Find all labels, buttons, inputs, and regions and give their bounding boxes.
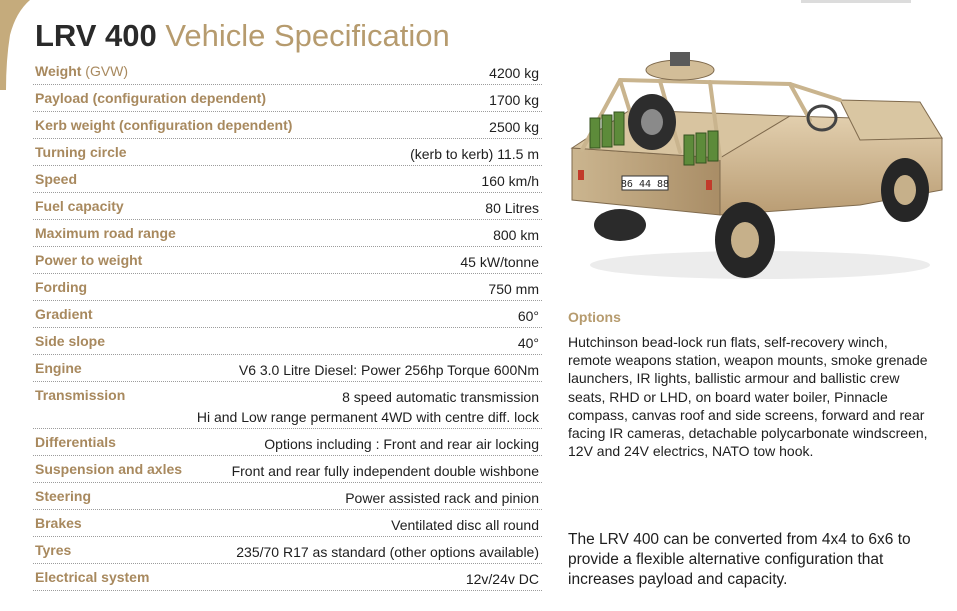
spec-label-text: Steering — [35, 488, 92, 504]
spec-value — [493, 225, 542, 245]
spec-value-line: Front and rear fully independent double wishbone — [231, 463, 539, 479]
spec-value — [489, 90, 542, 110]
spec-row — [33, 193, 542, 220]
spec-label-text: Brakes — [35, 515, 82, 531]
spec-value-line: 2500 kg — [489, 119, 539, 135]
spec-value — [345, 488, 542, 508]
spec-label — [33, 360, 82, 377]
spec-value-line: 1700 kg — [489, 92, 539, 108]
spec-row — [33, 139, 542, 166]
spec-value-line: 160 km/h — [481, 173, 539, 189]
spec-label — [33, 279, 87, 296]
spec-label-text: Transmission — [35, 387, 126, 403]
spec-value-line: 750 mm — [488, 281, 539, 297]
spec-value-line: 80 Litres — [485, 200, 539, 216]
spec-label-text: Engine — [35, 360, 82, 376]
spec-label-text: Gradient — [35, 306, 93, 322]
spec-label-text: Maximum road range — [35, 225, 176, 241]
spec-label-text: Kerb weight (configuration dependent) — [35, 117, 293, 133]
options-heading: Options — [568, 309, 621, 325]
spec-value-line: 800 km — [493, 227, 539, 243]
spec-label-text: Weight — [35, 63, 82, 79]
spec-row — [33, 301, 542, 328]
spec-label — [33, 171, 77, 188]
spec-value-line: Options including : Front and rear air locking — [264, 436, 539, 452]
options-body: Hutchinson bead-lock run flats, self-recovery winch, remote weapons station, weapon mounts, smoke grenade launchers, IR lights, ballistic armour and ballistic crew seats, RHD or LHD, on board water boiler, Pinnacle compass, canvas roof and side screens, forward and rear facing IR cameras, detachable polycarbonate windscreen, 12V and 24V electrics, NATO tow hook. — [568, 334, 928, 460]
header-mark — [801, 0, 911, 3]
spec-value — [232, 461, 542, 481]
plate-text: 86 44 88 — [620, 179, 670, 190]
title-model: LRV 400 — [35, 18, 157, 53]
title-subtitle: Vehicle Specification — [165, 18, 450, 53]
spec-row — [33, 483, 542, 510]
spec-value — [488, 279, 542, 299]
spec-value — [391, 515, 542, 535]
vehicle-illustration — [560, 40, 950, 290]
spec-row — [33, 220, 542, 247]
spec-row — [33, 112, 542, 139]
page-title — [35, 16, 450, 56]
spec-label-text: Electrical system — [35, 569, 150, 585]
spec-row — [33, 537, 542, 564]
spec-row — [33, 328, 542, 355]
spec-label-text: Fuel capacity — [35, 198, 124, 214]
spec-label-text: Fording — [35, 279, 88, 295]
spec-label-text: Suspension and axles — [35, 461, 183, 477]
spec-value-line: 45 kW/tonne — [460, 254, 539, 270]
corner-accent — [0, 0, 30, 90]
spec-label — [33, 198, 124, 215]
spec-label-text: Differentials — [35, 434, 116, 450]
spec-label — [33, 225, 176, 242]
spec-value-line: 4200 kg — [489, 65, 539, 81]
spec-value — [518, 333, 542, 353]
spec-label-note: (GVW) — [85, 63, 129, 79]
spec-label — [33, 387, 125, 404]
spec-value-line: Ventilated disc all round — [391, 517, 539, 533]
spec-value-line: Hi and Low range permanent 4WD with centre diff. lock — [196, 409, 539, 425]
spec-label-text: Payload (configuration dependent) — [35, 90, 267, 106]
spec-value — [489, 117, 542, 137]
spec-value — [236, 542, 542, 562]
spec-value — [518, 306, 542, 326]
spec-value — [460, 252, 542, 272]
spec-row — [33, 382, 542, 429]
spec-label — [33, 515, 82, 532]
spec-label — [33, 461, 182, 478]
spec-row — [33, 355, 542, 382]
spec-label — [33, 63, 128, 80]
spec-row — [33, 247, 542, 274]
spec-value-line: 40° — [517, 335, 539, 351]
spec-table — [33, 58, 542, 591]
spec-label-text: Tyres — [35, 542, 72, 558]
spec-value — [466, 569, 542, 589]
spec-row — [33, 429, 542, 456]
spec-value-line: V6 3.0 Litre Diesel: Power 256hp Torque 600Nm — [238, 362, 539, 378]
spec-label — [33, 333, 105, 350]
spec-label — [33, 306, 93, 323]
spec-value — [489, 63, 542, 83]
spec-value — [197, 387, 542, 427]
spec-row — [33, 564, 542, 591]
spec-label — [33, 434, 116, 451]
spec-value — [239, 360, 542, 380]
spec-value — [264, 434, 542, 454]
spec-row — [33, 456, 542, 483]
spec-label-text: Turning circle — [35, 144, 127, 160]
spec-value-line: 235/70 R17 as standard (other options available) — [236, 544, 539, 560]
spec-value-line: (kerb to kerb) 11.5 m — [410, 146, 539, 162]
spec-value-line: 60° — [517, 308, 539, 324]
spec-label-text: Side slope — [35, 333, 106, 349]
spec-value-line: 8 speed automatic transmission — [342, 389, 539, 405]
conversion-note: The LRV 400 can be converted from 4x4 to 6x6 to provide a flexible alternative configuration that increases payload and capacity. — [568, 531, 911, 588]
spec-row — [33, 58, 542, 85]
spec-row — [33, 166, 542, 193]
spec-label-text: Power to weight — [35, 252, 143, 268]
spec-label — [33, 488, 91, 505]
spec-label — [33, 117, 292, 134]
spec-value — [481, 171, 542, 191]
spec-value-line: 12v/24v DC — [465, 571, 539, 587]
spec-value — [485, 198, 542, 218]
spec-row — [33, 510, 542, 537]
spec-label — [33, 252, 142, 269]
spec-label — [33, 144, 127, 161]
spec-row — [33, 274, 542, 301]
spec-value-line: Power assisted rack and pinion — [345, 490, 539, 506]
spec-label — [33, 90, 266, 107]
spec-row — [33, 85, 542, 112]
spec-value — [410, 144, 542, 164]
spec-label-text: Speed — [35, 171, 78, 187]
spec-label — [33, 542, 71, 559]
spec-label — [33, 569, 149, 586]
